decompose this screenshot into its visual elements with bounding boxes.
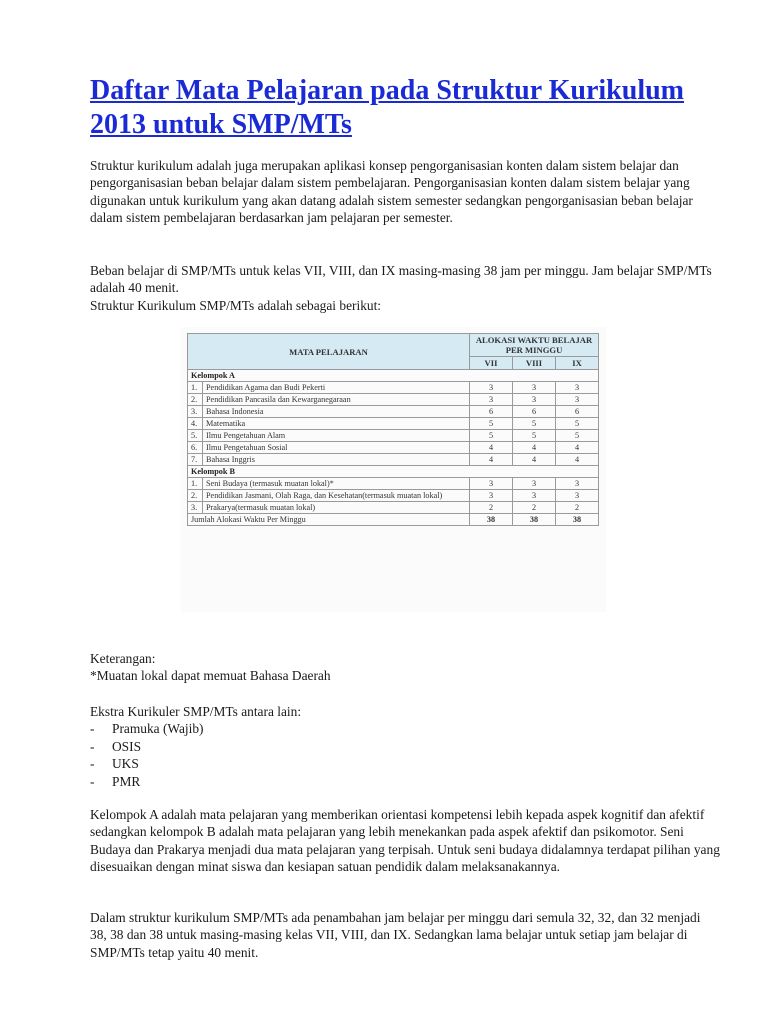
total-value: 38 — [556, 514, 599, 526]
table-row — [188, 442, 599, 454]
subject-name: Bahasa Indonesia — [203, 406, 470, 418]
hours-cell: 5 — [470, 430, 513, 442]
table-row — [188, 490, 599, 502]
total-row — [188, 514, 599, 526]
curriculum-table — [187, 333, 599, 526]
hours-cell: 3 — [470, 490, 513, 502]
table-row — [188, 418, 599, 430]
subject-name: Ilmu Pengetahuan Alam — [203, 430, 470, 442]
row-number: 1. — [188, 382, 203, 394]
hours-cell: 5 — [513, 418, 556, 430]
hours-cell: 5 — [470, 418, 513, 430]
list-item: - Pramuka (Wajib) — [90, 721, 204, 737]
table-row — [188, 502, 599, 514]
subject-header: MATA PELAJARAN — [188, 334, 470, 370]
table-row — [188, 394, 599, 406]
hours-cell: 4 — [556, 454, 599, 466]
row-number: 2. — [188, 490, 203, 502]
hours-cell: 4 — [556, 442, 599, 454]
subject-name: Ilmu Pengetahuan Sosial — [203, 442, 470, 454]
subject-name: Pendidikan Jasmani, Olah Raga, dan Kesehatan(termasuk muatan lokal) — [203, 490, 470, 502]
list-item: - OSIS — [90, 738, 142, 754]
total-value: 38 — [513, 514, 556, 526]
group-b-rows — [188, 478, 599, 514]
jam-belajar-paragraph: Dalam struktur kurikulum SMP/MTs ada penambahan jam belajar per minggu dari semula 32, 32, dan 32 menjadi 38, 38 dan 38 untuk masing-masing kelas VII, VIII, dan IX. Sedangkan lama belajar untuk setiap jam belajar di SMP/MTs tetap yaitu 40 menit. — [90, 910, 701, 960]
table-row — [188, 406, 599, 418]
row-number: 3. — [188, 502, 203, 514]
grade-header: VII — [470, 357, 513, 370]
list-item: - PMR — [90, 773, 141, 789]
ekstra-intro: Ekstra Kurikuler SMP/MTs antara lain: — [90, 704, 302, 719]
hours-cell: 3 — [556, 478, 599, 490]
keterangan-block — [90, 650, 720, 685]
hours-cell: 3 — [556, 394, 599, 406]
row-number: 4. — [188, 418, 203, 430]
subject-name: Pendidikan Pancasila dan Kewarganegaraan — [203, 394, 470, 406]
hours-cell: 4 — [513, 442, 556, 454]
hours-cell: 3 — [470, 478, 513, 490]
table-row — [188, 430, 599, 442]
row-number: 2. — [188, 394, 203, 406]
grade-header: VIII — [513, 357, 556, 370]
hours-cell: 5 — [556, 418, 599, 430]
group-a-label: Kelompok A — [188, 370, 599, 382]
keterangan-label: Keterangan: — [90, 651, 156, 666]
hours-cell: 3 — [470, 394, 513, 406]
hours-cell: 4 — [470, 442, 513, 454]
hours-cell: 3 — [556, 382, 599, 394]
hours-cell: 6 — [556, 406, 599, 418]
hours-cell: 2 — [470, 502, 513, 514]
hours-cell: 3 — [513, 394, 556, 406]
hours-cell: 3 — [513, 478, 556, 490]
intro-paragraph: Struktur kurikulum adalah juga merupakan aplikasi konsep pengorganisasian konten dalam sistem belajar dan pengorganisasian beban belajar dalam sistem pembelajaran. Pengorganisasian konten dalam sistem belajar yang digunakan untuk kurikulum yang akan datang adalah sistem semester sedangkan pengorganisasian beban belajar dalam sistem pembelajaran berdasarkan jam pelajaran per semester. — [90, 158, 693, 226]
hours-cell: 5 — [556, 430, 599, 442]
kelompok-paragraph: Kelompok A adalah mata pelajaran yang memberikan orientasi kompetensi lebih kepada aspek kognitif dan afektif sedangkan kelompok B adalah mata pelajaran yang lebih menekankan pada aspek afektif dan psikomotor. Seni Budaya dan Prakarya menjadi dua mata pelajaran yang terpisah. Untuk seni budaya didalamnya terdapat pilihan yang disesuaikan dengan minat siswa dan kesiapan satuan pendidik dalam melaksanakannya. — [90, 807, 720, 875]
hours-cell: 2 — [513, 502, 556, 514]
hours-cell: 3 — [513, 490, 556, 502]
subject-name: Bahasa Inggris — [203, 454, 470, 466]
row-number: 7. — [188, 454, 203, 466]
subject-name: Prakarya(termasuk muatan lokal) — [203, 502, 470, 514]
hours-cell: 3 — [470, 382, 513, 394]
beban-belajar-paragraph: Beban belajar di SMP/MTs untuk kelas VII, VIII, dan IX masing-masing 38 jam per minggu. Jam belajar SMP/MTs adalah 40 menit. — [90, 263, 712, 296]
ekstra-list — [90, 720, 720, 790]
subject-name: Seni Budaya (termasuk muatan lokal)* — [203, 478, 470, 490]
hours-cell: 4 — [470, 454, 513, 466]
hours-cell: 6 — [470, 406, 513, 418]
total-value: 38 — [470, 514, 513, 526]
subject-name: Pendidikan Agama dan Budi Pekerti — [203, 382, 470, 394]
row-number: 6. — [188, 442, 203, 454]
struktur-intro-paragraph: Struktur Kurikulum SMP/MTs adalah sebagai berikut: — [90, 298, 382, 313]
hours-cell: 3 — [556, 490, 599, 502]
page-title[interactable]: Daftar Mata Pelajaran pada Struktur Kurikulum 2013 untuk SMP/MTs — [90, 75, 684, 140]
table-row — [188, 382, 599, 394]
row-number: 1. — [188, 478, 203, 490]
curriculum-table-image — [181, 327, 606, 612]
group-a-rows — [188, 382, 599, 466]
total-label: Jumlah Alokasi Waktu Per Minggu — [188, 514, 470, 526]
row-number: 5. — [188, 430, 203, 442]
keterangan-note: *Muatan lokal dapat memuat Bahasa Daerah — [90, 668, 331, 684]
hours-cell: 6 — [513, 406, 556, 418]
hours-cell: 5 — [513, 430, 556, 442]
list-item: - UKS — [90, 756, 139, 772]
hours-cell: 4 — [513, 454, 556, 466]
subject-name: Matematika — [203, 418, 470, 430]
row-number: 3. — [188, 406, 203, 418]
table-row — [188, 454, 599, 466]
ekstra-block — [90, 703, 720, 790]
grade-header: IX — [556, 357, 599, 370]
hours-cell: 3 — [513, 382, 556, 394]
table-row — [188, 478, 599, 490]
allocation-header: ALOKASI WAKTU BELAJAR PER MINGGU — [470, 334, 599, 357]
group-b-label: Kelompok B — [188, 466, 599, 478]
hours-cell: 2 — [556, 502, 599, 514]
